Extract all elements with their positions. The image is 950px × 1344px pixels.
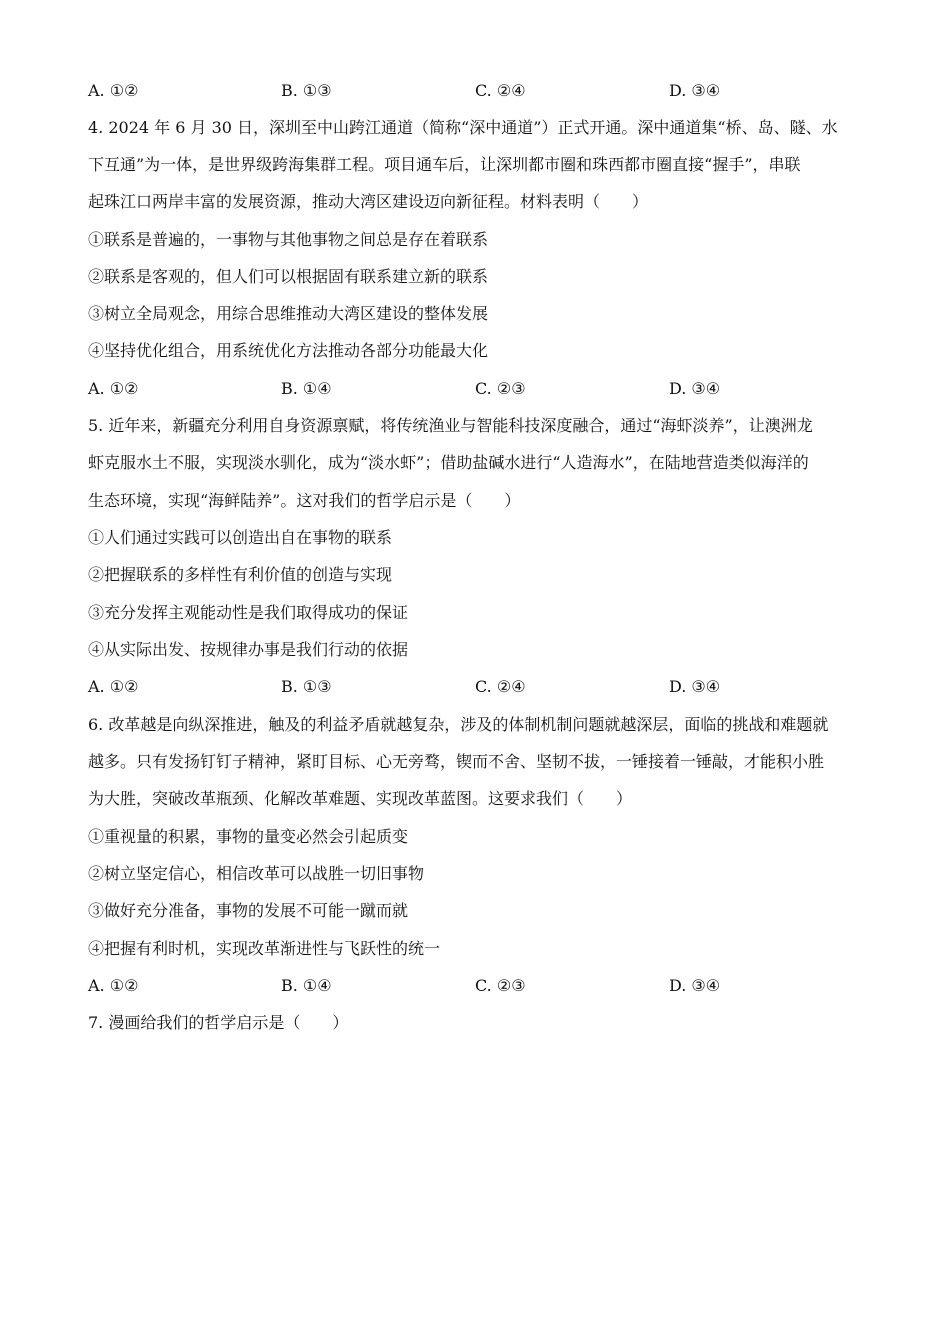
- q5-option-c[interactable]: C. ②④: [475, 677, 526, 696]
- q4-option-a[interactable]: A. ①②: [88, 379, 139, 398]
- q4-option-b[interactable]: B. ①④: [281, 379, 332, 398]
- q6-stem-line-2: 越多。只有发扬钉钉子精神，紧盯目标、心无旁骛，锲而不舍、坚韧不拔，一锤接着一锤敲，才能积小胜: [88, 752, 825, 771]
- q4-option-c[interactable]: C. ②③: [475, 379, 526, 398]
- q4-options: [88, 376, 868, 402]
- q3-options: [88, 78, 868, 104]
- q5-options: [88, 674, 868, 700]
- q3-option-c[interactable]: C. ②④: [475, 81, 526, 100]
- q5-statement-2: ②把握联系的多样性有利价值的创造与实现: [88, 565, 393, 584]
- q5-stem-line-2: 虾克服水土不服，实现淡水驯化，成为“淡水虾”；借助盐碱水进行“人造海水”，在陆地营造类似海洋的: [88, 453, 809, 472]
- q6-statement-4: ④把握有利时机，实现改革渐进性与飞跃性的统一: [88, 939, 441, 958]
- q6-stem-line-3: 为大胜，突破改革瓶颈、化解改革难题、实现改革蓝图。这要求我们（ ）: [88, 789, 633, 808]
- q4-option-d[interactable]: D. ③④: [669, 379, 721, 398]
- q4-statement-2: ②联系是客观的，但人们可以根据固有联系建立新的联系: [88, 267, 489, 286]
- q3-option-a[interactable]: A. ①②: [88, 81, 139, 100]
- q3-option-d[interactable]: D. ③④: [669, 81, 721, 100]
- q5-stem-line-1: 5. 近年来，新疆充分利用自身资源禀赋，将传统渔业与智能科技深度融合，通过“海虾淡养”，让澳洲龙: [88, 416, 813, 435]
- q6-statement-3: ③做好充分准备，事物的发展不可能一蹴而就: [88, 901, 409, 920]
- q5-option-b[interactable]: B. ①③: [281, 677, 332, 696]
- q4-stem-line-2: 下互通”为一体，是世界级跨海集群工程。项目通车后，让深圳都市圈和珠西都市圈直接“握手”，串联: [88, 155, 801, 174]
- q6-options: [88, 973, 868, 999]
- q5-option-a[interactable]: A. ①②: [88, 677, 139, 696]
- q7-stem-line-1: 7. 漫画给我们的哲学启示是（ ）: [88, 1013, 349, 1032]
- q6-option-a[interactable]: A. ①②: [88, 976, 139, 995]
- q4-stem-line-1: 4. 2024 年 6 月 30 日，深圳至中山跨江通道（简称“深中通道”）正式开通。深中通道集“桥、岛、隧、水: [88, 118, 838, 137]
- q6-statement-1: ①重视量的积累，事物的量变必然会引起质变: [88, 827, 409, 846]
- q5-statement-4: ④从实际出发、按规律办事是我们行动的依据: [88, 640, 409, 659]
- q5-option-d[interactable]: D. ③④: [669, 677, 721, 696]
- q6-option-d[interactable]: D. ③④: [669, 976, 721, 995]
- q3-option-b[interactable]: B. ①③: [281, 81, 332, 100]
- q6-stem-line-1: 6. 改革越是向纵深推进，触及的利益矛盾就越复杂，涉及的体制机制问题就越深层，面临的挑战和难题就: [88, 715, 829, 734]
- q6-statement-2: ②树立坚定信心，相信改革可以战胜一切旧事物: [88, 864, 425, 883]
- q5-statement-3: ③充分发挥主观能动性是我们取得成功的保证: [88, 603, 409, 622]
- q6-option-c[interactable]: C. ②③: [475, 976, 526, 995]
- q4-statement-4: ④坚持优化组合，用系统优化方法推动各部分功能最大化: [88, 341, 489, 360]
- q4-stem-line-3: 起珠江口两岸丰富的发展资源，推动大湾区建设迈向新征程。材料表明（ ）: [88, 192, 649, 211]
- q4-statement-1: ①联系是普遍的，一事物与其他事物之间总是存在着联系: [88, 230, 489, 249]
- q5-statement-1: ①人们通过实践可以创造出自在事物的联系: [88, 528, 393, 547]
- q5-stem-line-3: 生态环境，实现“海鲜陆养”。这对我们的哲学启示是（ ）: [88, 491, 521, 510]
- q4-statement-3: ③树立全局观念，用综合思维推动大湾区建设的整体发展: [88, 304, 489, 323]
- q6-option-b[interactable]: B. ①④: [281, 976, 332, 995]
